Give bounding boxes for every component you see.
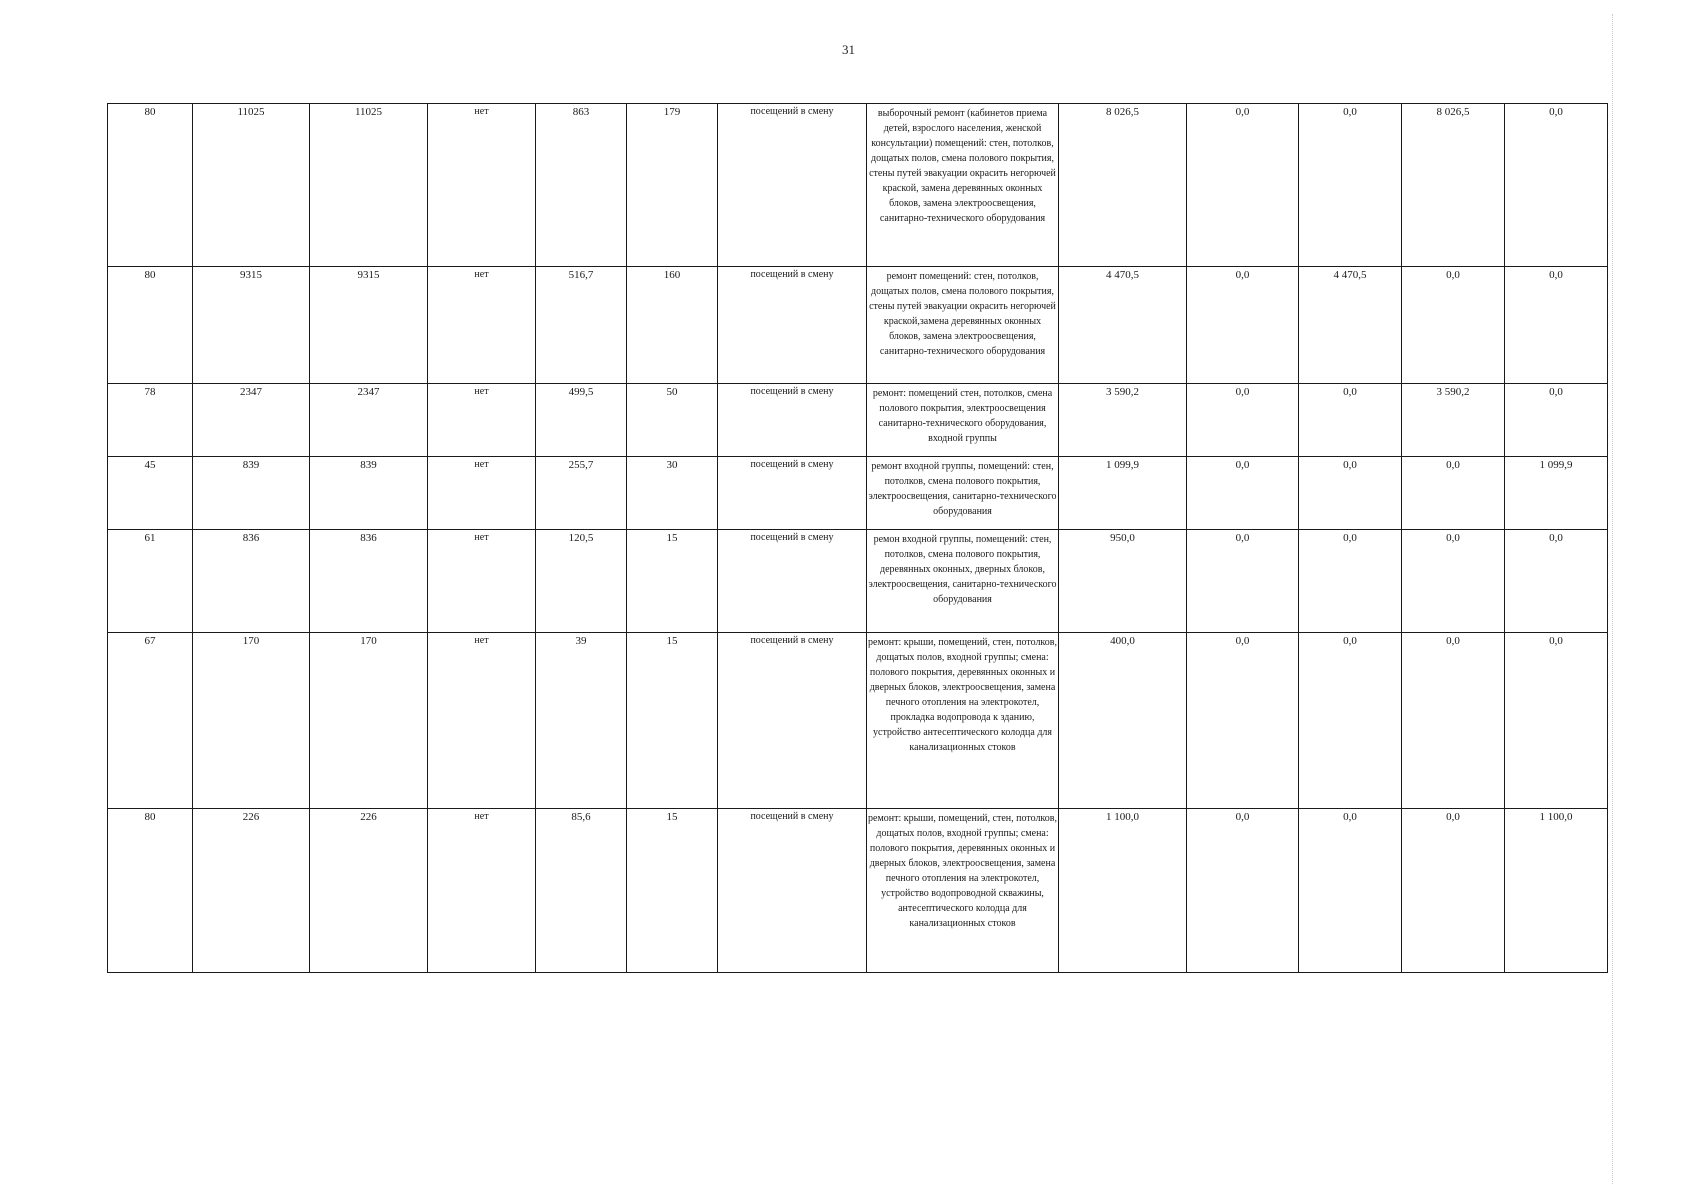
cell-total-cost: 8 026,5 (1059, 104, 1187, 267)
repair-program-table (107, 103, 1608, 973)
cell-cost-col-1: 0,0 (1187, 104, 1299, 267)
cell-work-description: ремонт: крыши, помещений, стен, потолков, дощатых полов, входной группы; смена: полового покрытия, деревянных оконных и дверных блоков, электроосвещения, замена печного отопления на электрокотел, устройство водопроводной скважины, антесептического колодца для канализационных стоков (867, 809, 1059, 973)
cell-unit: посещений в смену (718, 384, 867, 457)
cell-area-total: 2347 (193, 384, 310, 457)
cell-work-description: ремонт помещений: стен, потолков, дощатых полов, смена полового покрытия, стены путей эвакуации окрасить негорючей краской,замена деревянных оконных блоков, замена электроосвещения, санитарно-технического оборудования (867, 267, 1059, 384)
cell-visits: 179 (627, 104, 718, 267)
table-row (108, 633, 1608, 809)
cell-total-cost: 950,0 (1059, 530, 1187, 633)
cell-cost-col-1: 0,0 (1187, 530, 1299, 633)
cell-size: 863 (536, 104, 627, 267)
cell-capacity: 45 (108, 457, 193, 530)
cell-cost-col-2: 0,0 (1299, 457, 1402, 530)
cell-area-total: 226 (193, 809, 310, 973)
cell-size: 516,7 (536, 267, 627, 384)
cell-cost-col-4: 0,0 (1505, 384, 1608, 457)
cell-cost-col-4: 0,0 (1505, 633, 1608, 809)
cell-unit: посещений в смену (718, 809, 867, 973)
cell-total-cost: 400,0 (1059, 633, 1187, 809)
table-row (108, 809, 1608, 973)
cell-work-description: ремонт: крыши, помещений, стен, потолков, дощатых полов, входной группы; смена: полового покрытия, деревянных оконных и дверных блоков, электроосвещения, замена печного отопления на электрокотел, прокладка водопровода к зданию, устройство антесептического колодца для канализационных стоков (867, 633, 1059, 809)
cell-total-cost: 1 100,0 (1059, 809, 1187, 973)
cell-cost-col-4: 1 099,9 (1505, 457, 1608, 530)
cell-visits: 15 (627, 530, 718, 633)
cell-total-cost: 4 470,5 (1059, 267, 1187, 384)
cell-area-used: 226 (310, 809, 428, 973)
cell-cost-col-3: 3 590,2 (1402, 384, 1505, 457)
cell-unit: посещений в смену (718, 530, 867, 633)
cell-cost-col-1: 0,0 (1187, 267, 1299, 384)
cell-flag: нет (428, 809, 536, 973)
cell-capacity: 80 (108, 809, 193, 973)
cell-flag: нет (428, 633, 536, 809)
table-row (108, 267, 1608, 384)
cell-area-used: 170 (310, 633, 428, 809)
cell-cost-col-3: 0,0 (1402, 457, 1505, 530)
table-row (108, 457, 1608, 530)
page-number: 31 (842, 42, 855, 57)
cell-area-total: 11025 (193, 104, 310, 267)
cell-visits: 15 (627, 633, 718, 809)
cell-unit: посещений в смену (718, 267, 867, 384)
cell-area-total: 170 (193, 633, 310, 809)
cell-flag: нет (428, 104, 536, 267)
cell-capacity: 61 (108, 530, 193, 633)
cell-cost-col-4: 1 100,0 (1505, 809, 1608, 973)
cell-cost-col-2: 0,0 (1299, 530, 1402, 633)
cell-work-description: ремонт: помещений стен, потолков, смена полового покрытия, электроосвещения санитарно-технического оборудования, входной группы (867, 384, 1059, 457)
cell-area-used: 836 (310, 530, 428, 633)
cell-cost-col-2: 4 470,5 (1299, 267, 1402, 384)
cell-area-total: 839 (193, 457, 310, 530)
cell-unit: посещений в смену (718, 457, 867, 530)
cell-unit: посещений в смену (718, 104, 867, 267)
cell-flag: нет (428, 457, 536, 530)
cell-visits: 50 (627, 384, 718, 457)
cell-cost-col-1: 0,0 (1187, 633, 1299, 809)
cell-total-cost: 1 099,9 (1059, 457, 1187, 530)
cell-visits: 15 (627, 809, 718, 973)
cell-cost-col-3: 8 026,5 (1402, 104, 1505, 267)
cell-total-cost: 3 590,2 (1059, 384, 1187, 457)
table-row (108, 384, 1608, 457)
cell-flag: нет (428, 267, 536, 384)
cell-cost-col-2: 0,0 (1299, 104, 1402, 267)
cell-cost-col-3: 0,0 (1402, 267, 1505, 384)
cell-visits: 30 (627, 457, 718, 530)
cell-cost-col-1: 0,0 (1187, 384, 1299, 457)
cell-area-total: 836 (193, 530, 310, 633)
scan-edge-line (1612, 14, 1613, 1184)
cell-area-used: 11025 (310, 104, 428, 267)
cell-visits: 160 (627, 267, 718, 384)
cell-cost-col-2: 0,0 (1299, 633, 1402, 809)
cell-cost-col-4: 0,0 (1505, 530, 1608, 633)
table-row (108, 530, 1608, 633)
cell-size: 499,5 (536, 384, 627, 457)
cell-flag: нет (428, 530, 536, 633)
cell-cost-col-1: 0,0 (1187, 457, 1299, 530)
cell-capacity: 80 (108, 267, 193, 384)
cell-cost-col-2: 0,0 (1299, 809, 1402, 973)
cell-cost-col-1: 0,0 (1187, 809, 1299, 973)
cell-capacity: 67 (108, 633, 193, 809)
cell-cost-col-3: 0,0 (1402, 633, 1505, 809)
table-row (108, 104, 1608, 267)
cell-area-used: 9315 (310, 267, 428, 384)
cell-capacity: 80 (108, 104, 193, 267)
cell-cost-col-3: 0,0 (1402, 809, 1505, 973)
cell-cost-col-3: 0,0 (1402, 530, 1505, 633)
cell-capacity: 78 (108, 384, 193, 457)
cell-size: 39 (536, 633, 627, 809)
cell-area-used: 2347 (310, 384, 428, 457)
cell-size: 85,6 (536, 809, 627, 973)
cell-size: 120,5 (536, 530, 627, 633)
cell-flag: нет (428, 384, 536, 457)
cell-work-description: ремон входной группы, помещений: стен, потолков, смена полового покрытия, деревянных оконных, дверных блоков, электроосвещения, санитарно-технического оборудования (867, 530, 1059, 633)
cell-size: 255,7 (536, 457, 627, 530)
cell-area-total: 9315 (193, 267, 310, 384)
cell-cost-col-2: 0,0 (1299, 384, 1402, 457)
cell-work-description: выборочный ремонт (кабинетов приема детей, взрослого населения, женской консультации) помещений: стен, потолков, дощатых полов, смена полового покрытия, стены путей эвакуации окрасить негорючей краской, замена деревянных оконных блоков, замена электроосвещения, санитарно-технического оборудования (867, 104, 1059, 267)
cell-cost-col-4: 0,0 (1505, 104, 1608, 267)
cell-cost-col-4: 0,0 (1505, 267, 1608, 384)
cell-work-description: ремонт входной группы, помещений: стен, потолков, смена полового покрытия, электроосвещения, санитарно-технического оборудования (867, 457, 1059, 530)
cell-area-used: 839 (310, 457, 428, 530)
cell-unit: посещений в смену (718, 633, 867, 809)
